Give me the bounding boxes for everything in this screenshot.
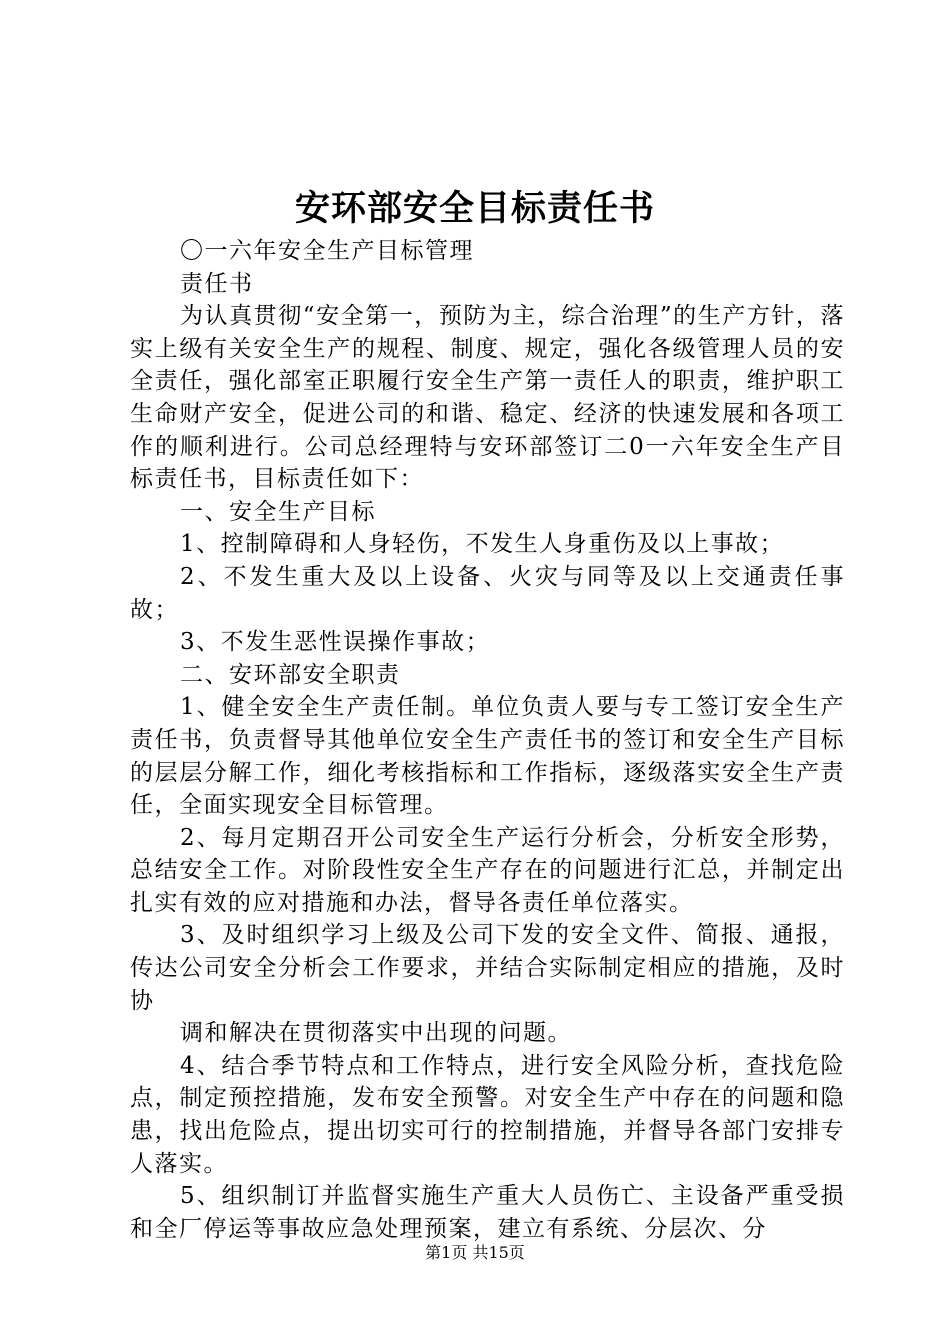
section-heading: 二、安环部安全职责	[180, 661, 401, 688]
paragraph: 2、不发生重大及以上设备、火灾与同等及以上交通责任事故；	[130, 563, 845, 623]
paragraph: 责任书	[180, 270, 254, 297]
paragraph: 5、组织制订并监督实施生产重大人员伤亡、主设备严重受损和全厂停运等事故应急处理预案，建立有系统、分层次、分	[130, 1183, 845, 1242]
paragraph: 1、健全安全生产责任制。单位负责人要与专工签订安全生产责任书，负责督导其他单位安全生产责任书的签订和安全生产目标的层层分解工作，细化考核指标和工作指标，逐级落实安全生产责任，全面实现安全目标管理。	[130, 694, 845, 819]
paragraph: 3、不发生恶性误操作事故；	[180, 629, 491, 656]
paragraph: 2、每月定期召开公司安全生产运行分析会，分析安全形势，总结安全工作。对阶段性安全生产存在的问题进行汇总，并制定出扎实有效的应对措施和办法，督导各责任单位落实。	[130, 824, 845, 916]
paragraph: 为认真贯彻“安全第一，预防为主，综合治理”的生产方针，落实上级有关安全生产的规程、制度、规定，强化各级管理人员的安全责任，强化部室正职履行安全生产第一责任人的职责，维护职工生命财产安全，促进公司的和谐、稳定、经济的快速发展和各项工作的顺利进行。公司总经理特与安环部签订二0一六年安全生产目标责任书，目标责任如下：	[130, 303, 845, 493]
paragraph: 调和解决在贯彻落实中出现的问题。	[180, 1020, 572, 1047]
document-title: 安环部安全目标责任书	[294, 188, 655, 229]
page-number: 第1页 共15页	[425, 1243, 525, 1262]
document-body	[130, 235, 845, 1245]
paragraph: 〇一六年安全生产目标管理	[180, 238, 474, 264]
section-heading: 一、安全生产目标	[180, 498, 376, 525]
paragraph: 1、控制障碍和人身轻伤，不发生人身重伤及以上事故；	[180, 531, 785, 558]
paragraph: 3、及时组织学习上级及公司下发的安全文件、简报、通报，传达公司安全分析会工作要求，并结合实际制定相应的措施，及时协	[130, 922, 845, 1014]
paragraph: 4、结合季节特点和工作特点，进行安全风险分析，查找危险点，制定预控措施，发布安全预警。对安全生产中存在的问题和隐患，找出危险点，提出切实可行的控制措施，并督导各部门安排专人落实。	[130, 1052, 845, 1177]
